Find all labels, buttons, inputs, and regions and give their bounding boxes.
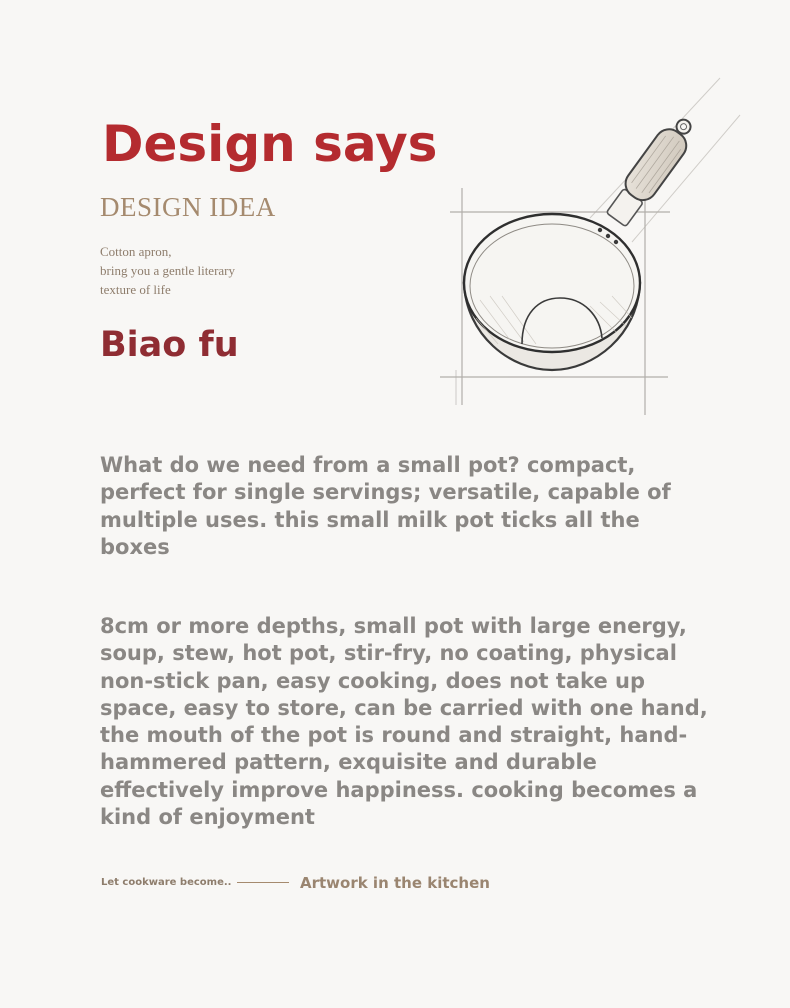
tagline-line-3: texture of life: [100, 282, 171, 297]
tagline: [100, 242, 235, 299]
features-paragraph: 8cm or more depths, small pot with large energy, soup, stew, hot pot, stir-fry, no coating, physical non-stick pan, easy cooking, does not take up space, easy to store, can be carried with one hand, the mouth of the pot is round and straight, hand-hammered pattern, exquisite and durable effectively improve happiness. cooking becomes a kind of enjoyment: [100, 614, 708, 830]
footer-right-text: Artwork in the kitchen: [300, 874, 490, 892]
milk-pot-sketch-icon: [440, 70, 750, 420]
tagline-line-1: Cotton apron,: [100, 244, 172, 259]
footer-left-text: Let cookware become..: [101, 877, 232, 888]
page-title: Design says: [102, 115, 438, 173]
footer-divider: [237, 882, 289, 883]
page-subtitle: DESIGN IDEA: [100, 192, 276, 222]
intro-paragraph: What do we need from a small pot? compact, perfect for single servings; versatile, capable of multiple uses. this small milk pot ticks all the boxes: [100, 453, 671, 559]
tagline-line-2: bring you a gentle literary: [100, 263, 236, 278]
brand-name: Biao fu: [100, 325, 239, 365]
